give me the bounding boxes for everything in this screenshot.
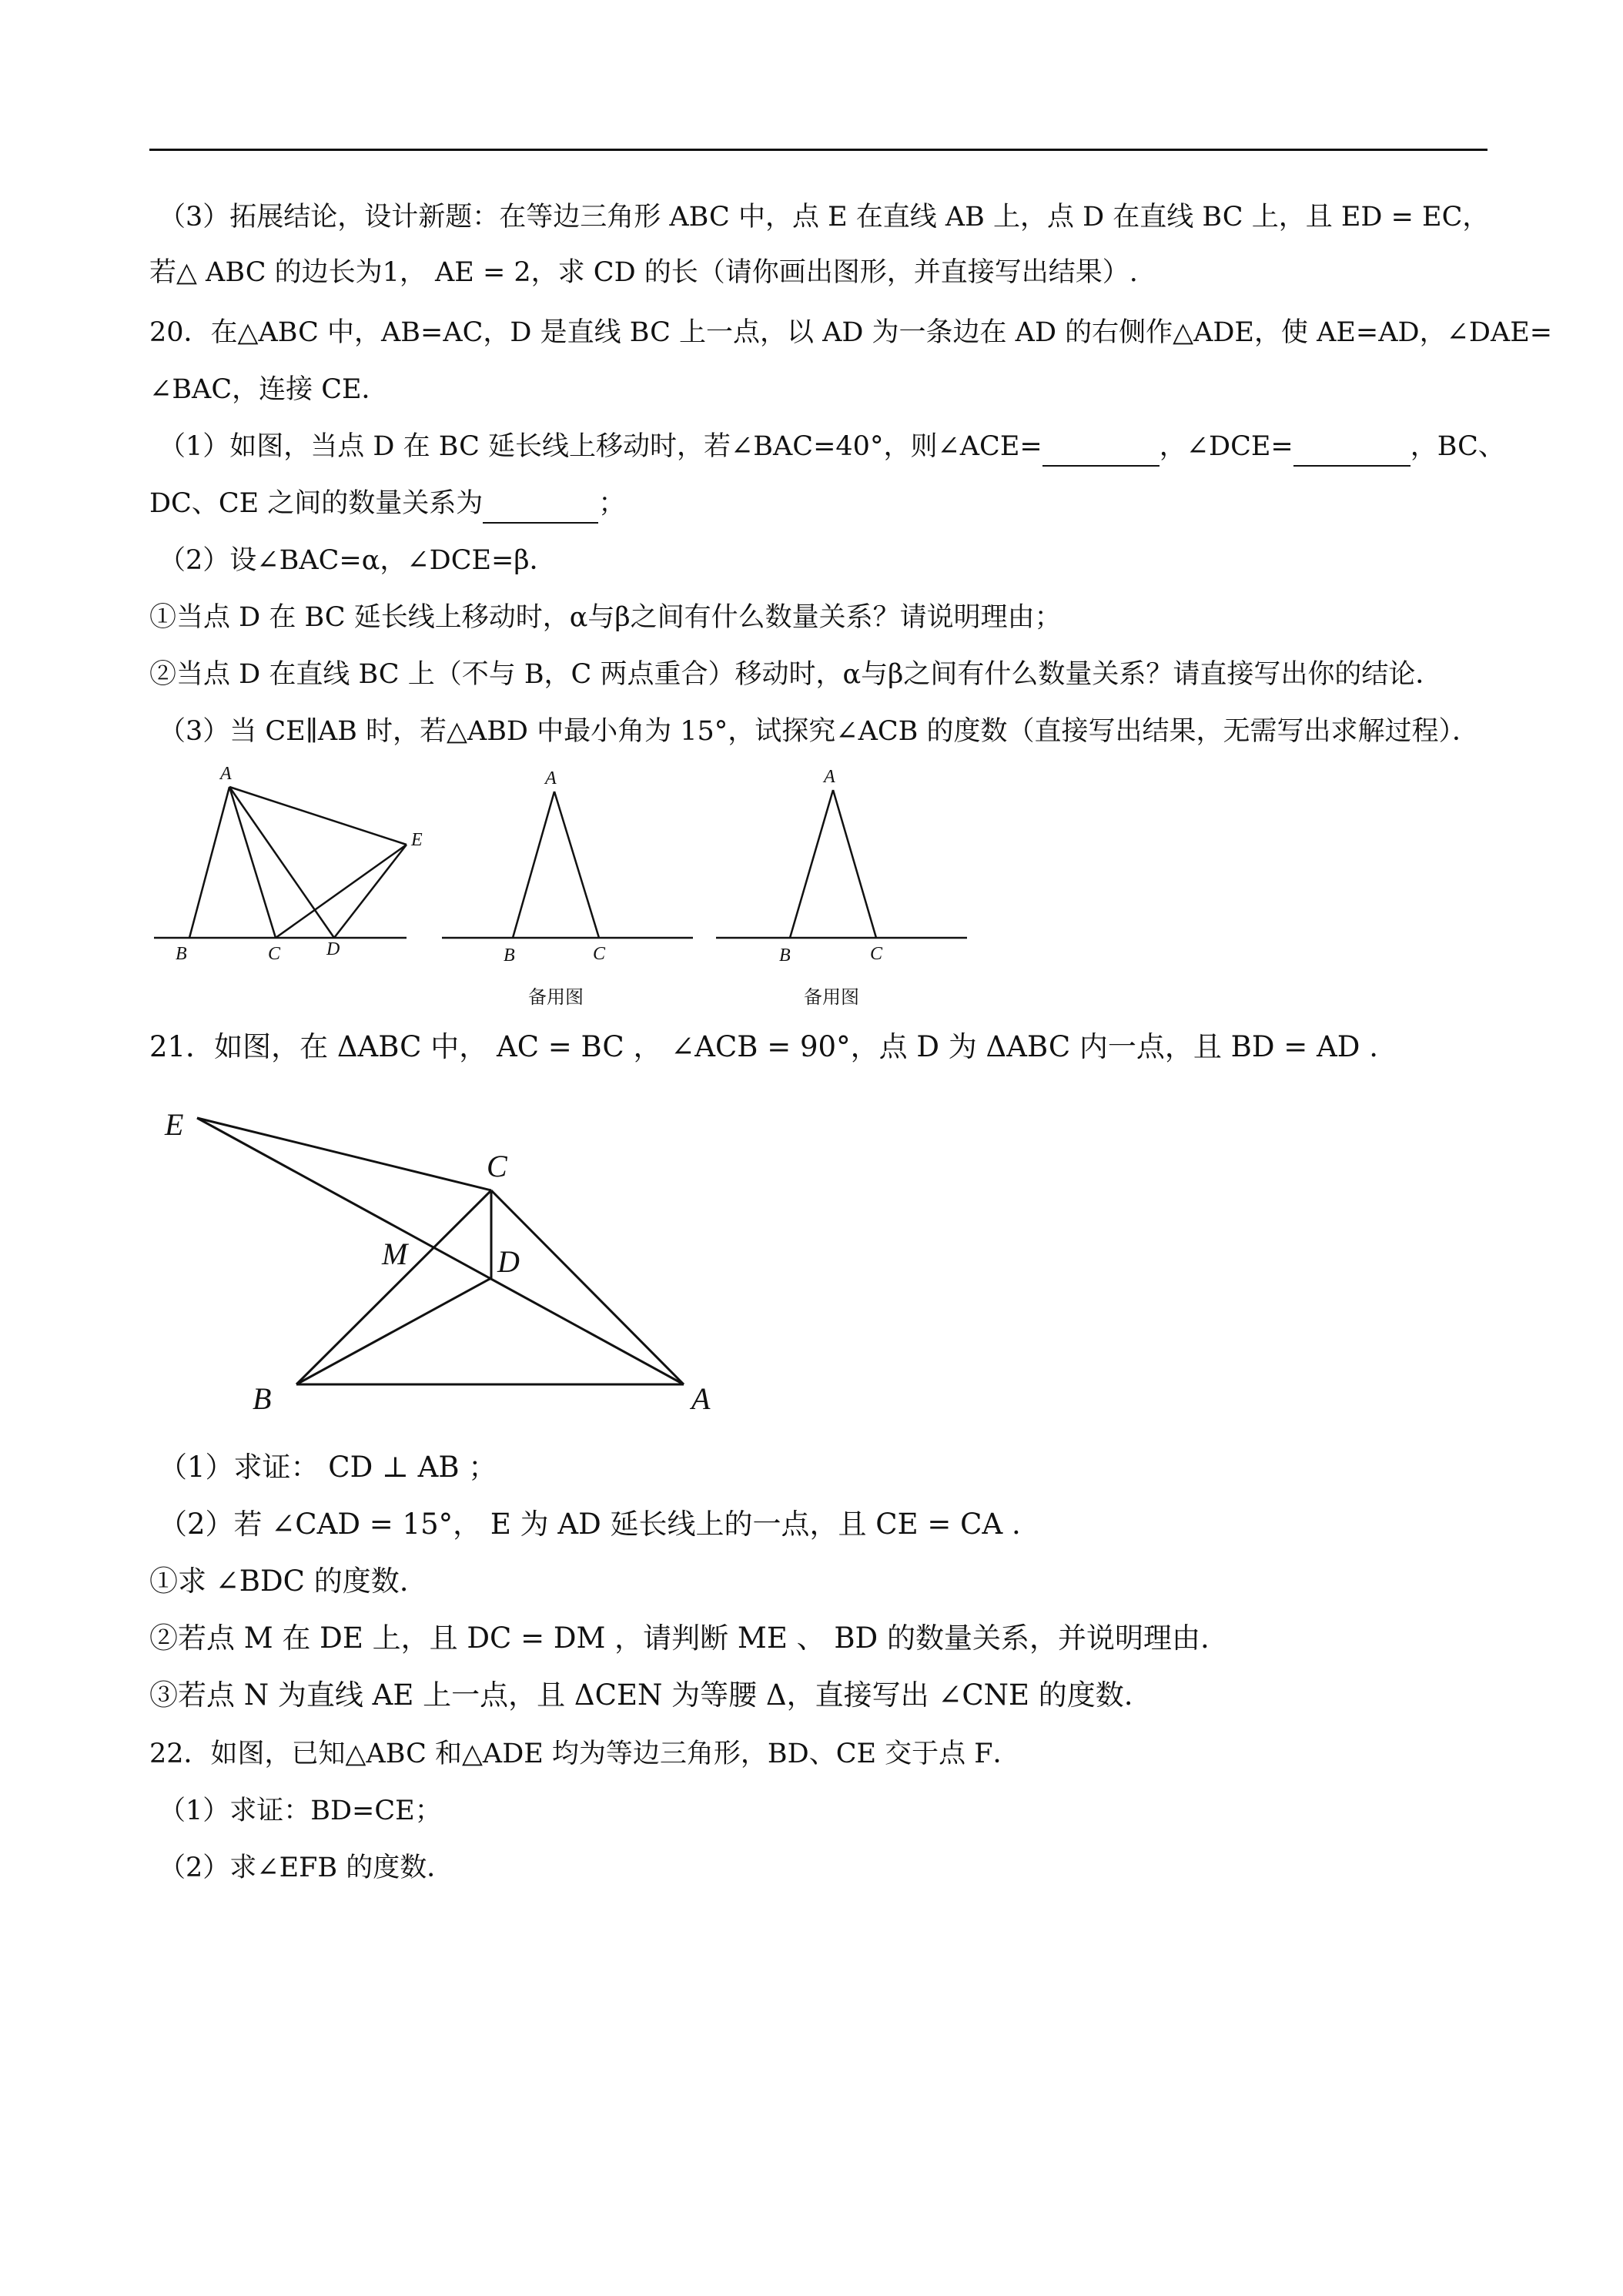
point-label-a: A	[691, 1381, 711, 1416]
point-label-a: A	[824, 767, 835, 787]
point-label-a: A	[220, 764, 232, 784]
q21-part1: （1）求证： CD ⊥ AB ；	[159, 1451, 497, 1484]
q20-part1-line1	[159, 428, 1505, 467]
point-label-e: E	[165, 1107, 184, 1142]
answer-blank-dce	[1293, 428, 1411, 467]
q20-part1-text-d: DC、CE 之间的数量关系为	[149, 488, 484, 519]
q20-spare-figure-2	[716, 790, 967, 938]
q21-part2: （2）若 ∠CAD = 15°， E 为 AD 延长线上的一点，且 CE = CA .	[159, 1508, 1021, 1541]
segment-ac	[554, 792, 599, 938]
q20-spare-labels-1	[504, 768, 606, 1008]
q21-stem: 21．如图，在 ΔABC 中， AC = BC ， ∠ACB = 90°，点 D 为 ΔABC 内一点，且 BD = AD .	[149, 1030, 1378, 1063]
q21-lines	[197, 1118, 684, 1384]
segment-ad	[229, 787, 334, 938]
answer-blank-relation	[483, 485, 598, 524]
spare-figure-caption: 备用图	[528, 986, 584, 1008]
point-label-c: C	[487, 1149, 507, 1183]
point-label-d: D	[497, 1244, 520, 1279]
answer-blank-ace	[1042, 428, 1160, 467]
point-label-m: M	[382, 1237, 408, 1271]
q20-part1-text-c: ，BC、	[1410, 431, 1505, 462]
segment-de	[334, 845, 407, 938]
segment-ea	[197, 1118, 684, 1384]
point-label-b: B	[253, 1381, 272, 1416]
point-label-a: A	[545, 768, 557, 788]
q20-part1-line2	[149, 485, 1489, 524]
q22-part1: （1）求证：BD=CE；	[159, 1796, 442, 1826]
q20-part3: （3）当 CE∥AB 时，若△ABD 中最小角为 15°，试探究∠ACB 的度数（直接写出结果，无需写出求解过程）．	[159, 716, 1480, 747]
header-rule	[149, 149, 1487, 151]
q20-part2: （2）设∠BAC=α，∠DCE=β．	[159, 545, 557, 576]
q19-part3-line1: （3）拓展结论，设计新题：在等边三角形 ABC 中，点 E 在直线 AB 上，点 D 在直线 BC 上，且 ED = EC，	[159, 202, 1490, 233]
point-label-c: C	[268, 944, 281, 964]
point-label-c: C	[593, 944, 606, 964]
q20-part2-ii: ②当点 D 在直线 BC 上（不与 B，C 两点重合）移动时，α与β之间有什么数量关系？请直接写出你的结论．	[149, 659, 1443, 690]
q20-part1-text-e: ；	[598, 488, 626, 519]
point-label-d: D	[326, 939, 340, 959]
q20-spare-labels-2	[779, 767, 883, 1008]
point-label-e: E	[411, 830, 423, 850]
q20-main-figure	[154, 787, 407, 938]
point-label-c: C	[870, 944, 883, 964]
q20-main-labels	[176, 764, 423, 964]
q20-stem-line1: 20．在△ABC 中，AB=AC，D 是直线 BC 上一点，以 AD 为一条边在 AD 的右侧作△ADE，使 AE=AD，∠DAE=	[149, 317, 1553, 348]
q21-figure	[0, 1093, 1623, 1417]
point-label-b: B	[504, 946, 515, 966]
spare-figure-caption: 备用图	[804, 986, 859, 1008]
segment-cb	[296, 1190, 491, 1384]
segment-db	[296, 1278, 491, 1384]
q20-part1-text-b: ，∠DCE=	[1159, 431, 1293, 462]
segment-ab	[513, 792, 554, 938]
q20-spare-figure-1	[442, 792, 693, 938]
q21-part2-i: ①求 ∠BDC 的度数.	[149, 1565, 409, 1598]
q20-part1-text-a: （1）如图，当点 D 在 BC 延长线上移动时，若∠BAC=40°，则∠ACE=	[159, 431, 1042, 462]
segment-ae	[229, 787, 407, 845]
segment-ec	[197, 1118, 491, 1190]
segment-ac	[833, 790, 876, 938]
segment-ab	[790, 790, 833, 938]
segment-ca	[491, 1190, 684, 1384]
point-label-b: B	[176, 944, 187, 964]
q20-stem-line2: ∠BAC，连接 CE．	[149, 374, 389, 405]
q21-part2-ii: ②若点 M 在 DE 上，且 DC = DM ，请判断 ME 、 BD 的数量关系，并说明理由.	[149, 1622, 1210, 1655]
q22-stem: 22．如图，已知△ABC 和△ADE 均为等边三角形，BD、CE 交于点 F．	[149, 1739, 1020, 1769]
q21-part2-iii: ③若点 N 为直线 AE 上一点，且 ΔCEN 为等腰 Δ，直接写出 ∠CNE 的度数.	[149, 1678, 1133, 1712]
q20-part2-i: ①当点 D 在 BC 延长线上移动时，α与β之间有什么数量关系？请说明理由；	[149, 602, 1062, 633]
segment-ac	[229, 787, 276, 938]
q19-part3-line2: 若△ ABC 的边长为1， AE = 2，求 CD 的长（请你画出图形，并直接写出结果）.	[149, 257, 1138, 288]
segment-ce	[276, 845, 407, 938]
q22-part2: （2）求∠EFB 的度数．	[159, 1853, 454, 1883]
q21-labels	[164, 1107, 711, 1416]
q20-figures	[0, 755, 1623, 1020]
segment-ab	[189, 787, 229, 938]
point-label-b: B	[779, 946, 791, 966]
